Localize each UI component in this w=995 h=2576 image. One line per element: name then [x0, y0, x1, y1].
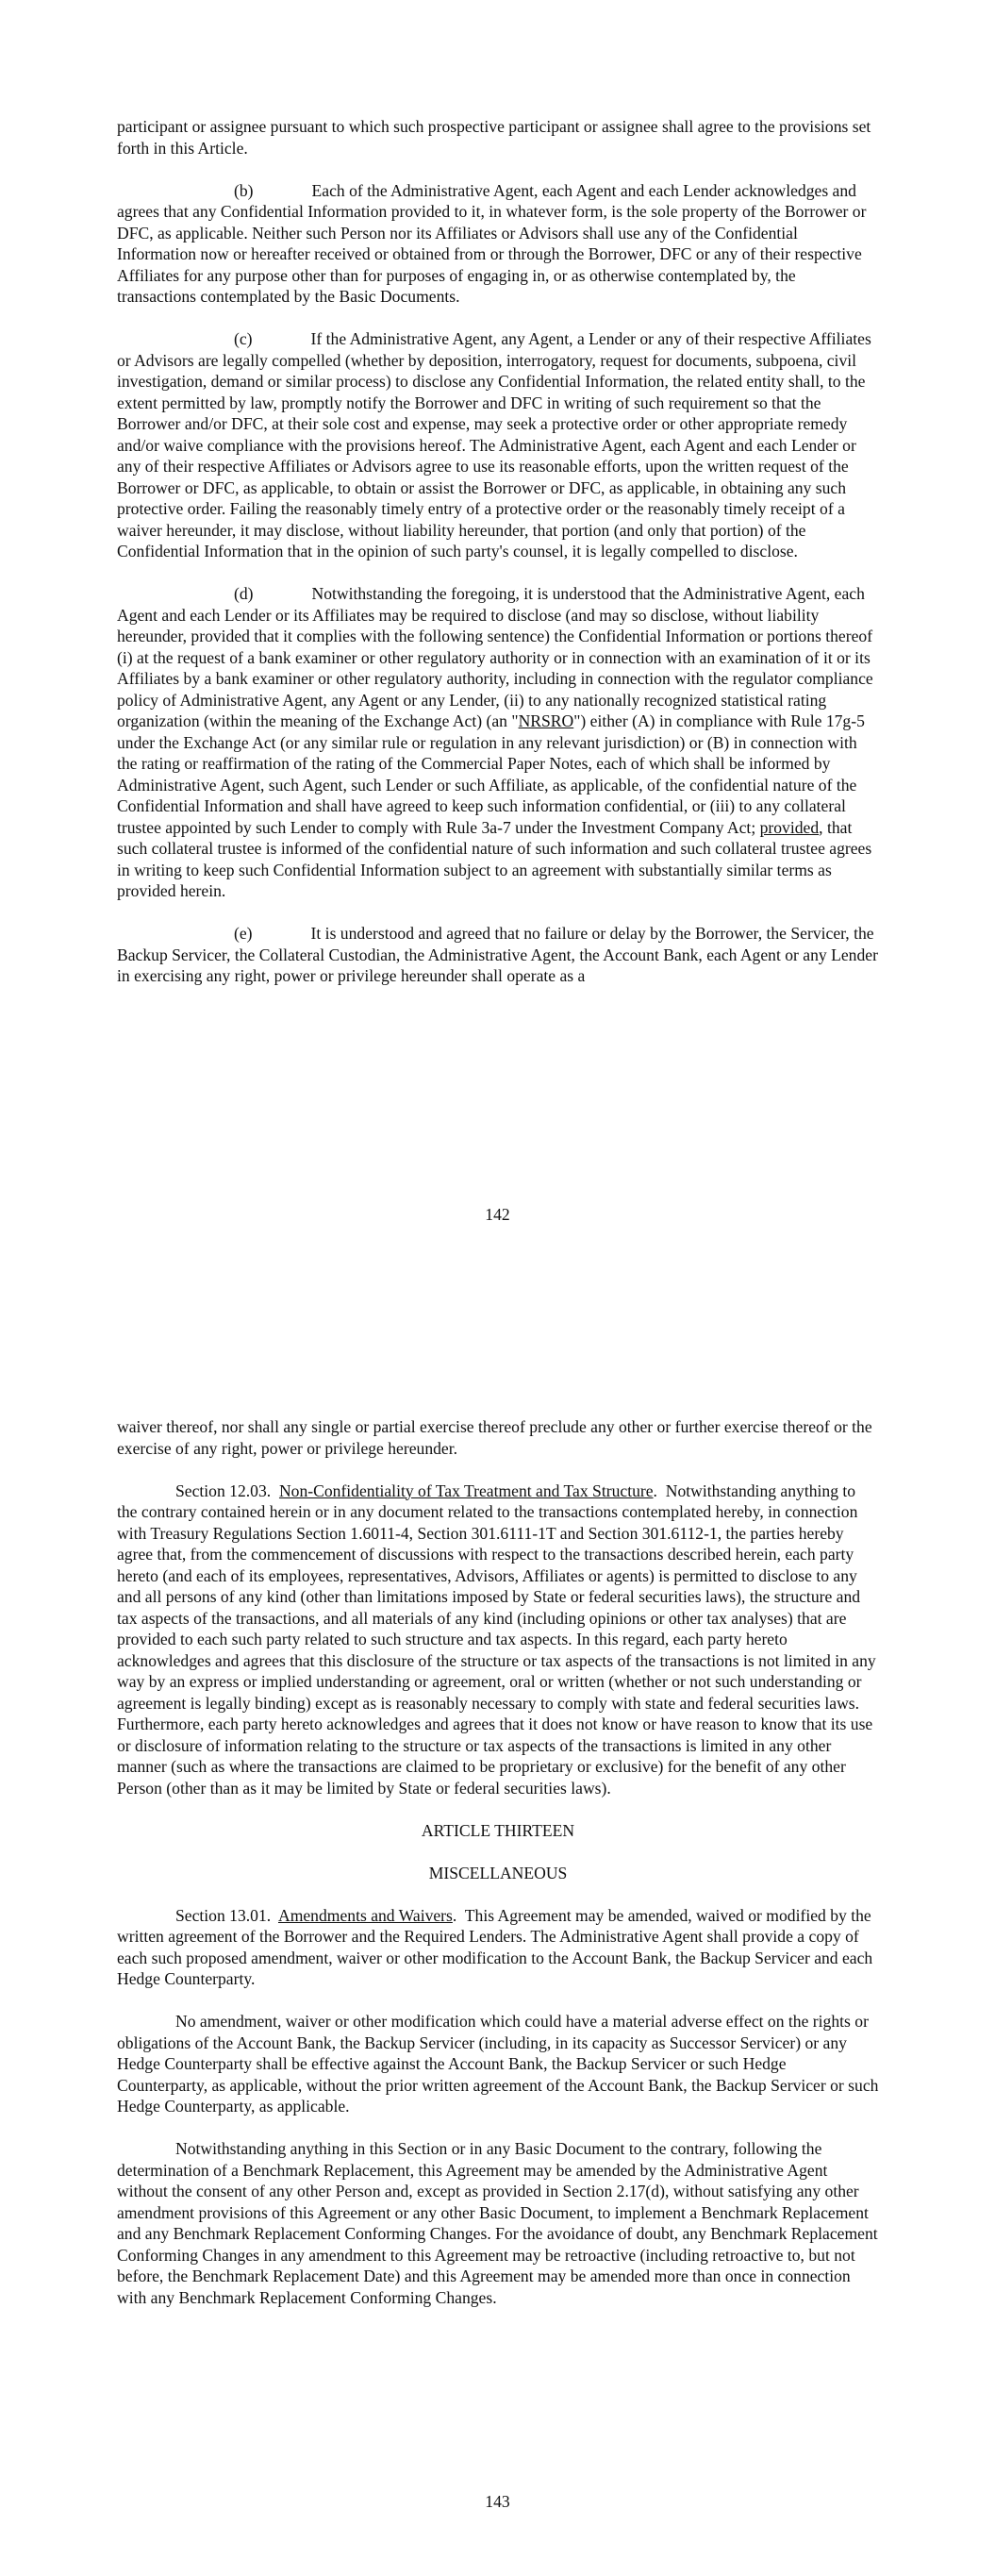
- paragraph-text: It is understood and agreed that no failure or delay by the Borrower, the Servicer, the Backup Servicer, the Collateral Custodian, the Administrative Agent, the Account Bank, each Agent or any Lender in exercising any right, power or privilege hereunder shall operate as a: [117, 924, 878, 985]
- document-page-143: [0, 1288, 995, 2576]
- paragraph-text: ") either (A) in compliance with Rule 17g-5 under the Exchange Act (or any similar rule or regulation in any relevant jurisdiction) or (B) in connection with the rating or reaffirmation of the rating of the Commercial Paper Notes, each of which shall be informed by Administrative Agent, such Agent, such Lender or such Affiliate, as applicable, of the confidential nature of the Confidential Information and shall have agreed to keep such information confidential, or (iii) to any collateral trustee appointed by such Lender to comply with Rule 3a-7 under the Investment Company Act;: [117, 711, 865, 837]
- paragraph-d: [117, 583, 879, 902]
- paragraph-label: (d): [234, 584, 254, 603]
- page-number: 142: [485, 1205, 510, 1224]
- section-text: This Agreement may be amended, waived or modified by the written agreement of the Borrower and the Required Lenders. The Administrative Agent shall provide a copy of each such proposed amendment, waiver or other modification to the Account Bank, the Backup Servicer and each Hedge Counterparty.: [117, 1905, 873, 1988]
- paragraph-b: [117, 180, 879, 308]
- section-12-03: Section 12.03. Non-Confidentiality of Tax Treatment and Tax Structure. Notwithstanding anything to the contrary contained herein or in any document related to the transactions contemplated hereby, in connection with Treasury Regulations Section 1.6011-4, Section 301.6111-1T and Section 301.6112-1, the parties hereby agree that, from the commencement of discussions with respect to the transactions described herein, each party hereto (and each of its employees, representatives, Advisors, Affiliates or agents) is permitted to disclose to any and all persons of any kind (other than limitations imposed by State or federal securities laws), the structure and tax aspects of the transactions, and all materials of any kind (including opinions or other tax analyses) that are provided to each such party related to such structure and tax aspects. In this regard, each party hereto acknowledges and agrees that this disclosure of the structure or tax aspects of the transactions is not limited in any way by an express or implied understanding or agreement, oral or written (whether or not such understanding or agreement is legally binding) except as is reasonably necessary to comply with state and federal securities laws. Furthermore, each party hereto acknowledges and agrees that it does not know or have reason to know that its use or disclosure of information relating to the structure or tax aspects of the transactions is limited in any other manner (such as where the transactions are claimed to be proprietary or exclusive) for the benefit of any other Person (other than as it may be limited by State or federal securities laws).: [117, 1480, 876, 1798]
- continuation-paragraph: waiver thereof, nor shall any single or partial exercise thereof preclude any other or further exercise thereof or the exercise of any right, power or privilege hereunder.: [117, 1417, 872, 1458]
- defined-term-nrsro: NRSRO: [518, 711, 574, 730]
- article-heading: ARTICLE THIRTEEN: [421, 1820, 575, 1840]
- page-number: 143: [485, 2492, 510, 2511]
- paragraph-text: Each of the Administrative Agent, each Agent and each Lender acknowledges and agrees that any Confidential Information provided to it, in whatever form, is the sole property of the Borrower or DFC, as applicable. Neither such Person nor its Affiliates or Advisors shall use any of the Confidential Information now or hereafter received or obtained from or through the Borrower, DFC or any of their respective Affiliates for any purpose other than for purposes of engaging in, or as otherwise contemplated by, the transactions contemplated by the Basic Documents.: [117, 180, 867, 306]
- section-number: Section 13.01.: [175, 1905, 272, 1925]
- continuation-paragraph: participant or assignee pursuant to which such prospective participant or assignee shall agree to the provisions set forth in this Article.: [117, 117, 871, 158]
- paragraph-text: If the Administrative Agent, any Agent, a Lender or any of their respective Affiliates or Advisors are legally compelled (whether by deposition, interrogatory, request for documents, subpoena, civil investigation, demand or similar process) to disclose any Confidential Information, the related entity shall, to the extent permitted by law, promptly notify the Borrower and DFC in writing of such requirement so that the Borrower and/or DFC, at their sole cost and expense, may seek a protective order or other appropriate remedy and/or waive compliance with the provisions hereof. The Administrative Agent, each Agent and each Lender or any of their respective Affiliates or Advisors agree to use its reasonable efforts, upon the written request of the Borrower or DFC, as applicable, to obtain or assist the Borrower or DFC, as applicable, in obtaining any such protective order. Failing the reasonably timely entry of a protective order or the reasonably timely receipt of a waiver hereunder, it may disclose, without liability hereunder, that portion (and only that portion) of the Confidential Information that in the opinion of such party's counsel, it is legally compelled to disclose.: [117, 329, 871, 560]
- paragraph-text: Notwithstanding the foregoing, it is understood that the Administrative Agent, each Agent and each Lender or its Affiliates may be required to disclose (and may so disclose, without liability hereunder, provided that it complies with the following sentence) the Confidential Information or portions thereof (i) at the request of a bank examiner or other regulatory authority or in connection with an examination of it or its Affiliates by a bank examiner or other regulatory authority, including in connection with the regulator compliance policy of Administrative Agent, any Agent or any Lender, (ii) to any nationally recognized statistical rating organization (within the meaning of the Exchange Act) (an ": [117, 584, 873, 730]
- article-subheading: MISCELLANEOUS: [428, 1863, 568, 1882]
- paragraph-label: (e): [234, 924, 253, 943]
- paragraph-text: , that such collateral trustee is informed of the confidential nature of such information and such collateral trustee agrees in writing to keep such Confidential Information subject to an agreement with substantially similar terms as provided herein.: [117, 817, 872, 900]
- paragraph-benchmark: Notwithstanding anything in this Section or in any Basic Document to the contrary, following the determination of a Benchmark Replacement, this Agreement may be amended by the Administrative Agent without the consent of any other Person and, except as provided in Section 2.17(d), without satisfying any other amendment provisions of this Agreement or any other Basic Document, to implement a Benchmark Replacement and any Benchmark Replacement Conforming Changes. For the avoidance of doubt, any Benchmark Replacement Conforming Changes in any amendment to this Agreement may be retroactive (including retroactive to, but not before, the Benchmark Replacement Date) and this Agreement may be amended more than once in connection with any Benchmark Replacement Conforming Changes.: [117, 2139, 878, 2307]
- section-title: Non-Confidentiality of Tax Treatment and Tax Structure: [278, 1480, 654, 1500]
- section-number: Section 12.03.: [175, 1480, 272, 1500]
- page-body: [117, 1416, 879, 2330]
- paragraph-label: (b): [234, 180, 254, 200]
- section-title: Amendments and Waivers: [277, 1905, 453, 1925]
- paragraph-label: (c): [234, 329, 253, 348]
- section-13-01: Section 13.01. Amendments and Waivers. This Agreement may be amended, waived or modified by the written agreement of the Borrower and the Required Lenders. The Administrative Agent shall provide a copy of each such proposed amendment, waiver or other modification to the Account Bank, the Backup Servicer and each Hedge Counterparty.: [117, 1905, 873, 1988]
- paragraph-c: [117, 328, 879, 562]
- paragraph-e: [117, 923, 879, 987]
- proviso-term: provided: [759, 817, 820, 837]
- page-body: [117, 116, 879, 1008]
- paragraph-no-amendment: No amendment, waiver or other modification which could have a material adverse effect on the rights or obligations of the Account Bank, the Backup Servicer (including, in its capacity as Successor Servicer) or any Hedge Counterparty shall be effective against the Account Bank, the Backup Servicer or such Hedge Counterparty, as applicable, without the prior written agreement of the Account Bank, the Backup Servicer or such Hedge Counterparty, as applicable.: [117, 2012, 879, 2116]
- section-text: Notwithstanding anything to the contrary contained herein or in any document related to the transactions contemplated hereby, in connection with Treasury Regulations Section 1.6011-4, Section 301.6111-1T and Section 301.6112-1, the parties hereby agree that, from the commencement of discussions with respect to the transactions described herein, each party hereto (and each of its employees, representatives, Advisors, Affiliates or agents) is permitted to disclose to any and all persons of any kind (other than limitations imposed by State or federal securities laws), the structure and tax aspects of the transactions, and all materials of any kind (including opinions or other tax analyses) that are provided to each such party related to such structure and tax aspects. In this regard, each party hereto acknowledges and agrees that this disclosure of the structure or tax aspects of the transactions is not limited in any way by an express or implied understanding or agreement, oral or written (whether or not such understanding or agreement is legally binding) except as is reasonably necessary to comply with state and federal securities laws. Furthermore, each party hereto acknowledges and agrees that it does not know or have reason to know that its use or disclosure of information relating to the structure or tax aspects of the transactions is limited in any other manner (such as where the transactions are claimed to be proprietary or exclusive) for the benefit of any other Person (other than as it may be limited by State or federal securities laws).: [117, 1480, 876, 1798]
